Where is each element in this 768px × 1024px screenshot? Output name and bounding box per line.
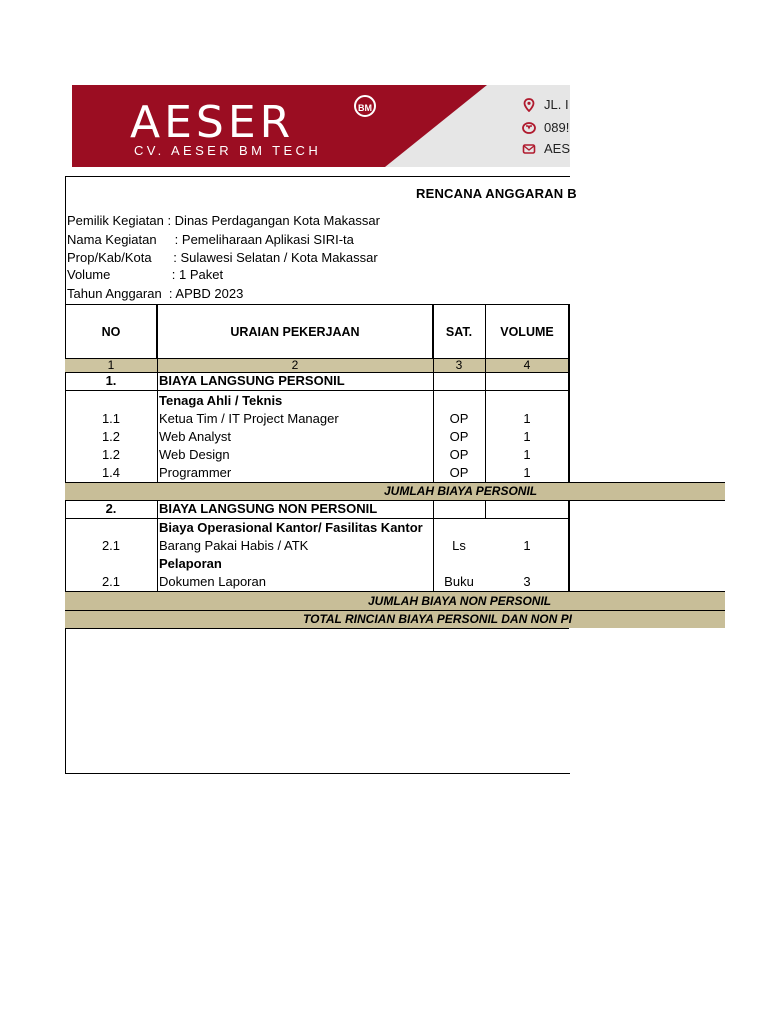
col-header-volume: VOLUME bbox=[500, 324, 554, 339]
grid-line bbox=[568, 304, 570, 482]
grid-line bbox=[65, 500, 725, 501]
grid-line bbox=[65, 390, 569, 391]
section2-total-band: JUMLAH BIAYA NON PERSONIL bbox=[65, 592, 725, 610]
table-row-volume: 1 bbox=[523, 429, 531, 444]
contact-email-text: AES bbox=[544, 141, 570, 156]
info-tahun-anggaran: Tahun Anggaran : APBD 2023 bbox=[67, 286, 244, 301]
col-number-4: 4 bbox=[523, 359, 531, 372]
logo-wordmark: AESER bbox=[130, 97, 295, 148]
section1-total-band: JUMLAH BIAYA PERSONIL bbox=[65, 482, 725, 500]
company-name: CV. AESER BM TECH bbox=[134, 143, 322, 158]
table-row-uraian: Web Design bbox=[159, 447, 230, 462]
grid-line bbox=[65, 628, 569, 629]
table-row-uraian: Web Analyst bbox=[159, 429, 232, 444]
section2-title: BIAYA LANGSUNG NON PERSONIL bbox=[159, 501, 378, 516]
table-row-volume: 1 bbox=[523, 411, 531, 426]
table-row-no: 2.1 bbox=[101, 574, 121, 589]
grid-line bbox=[433, 500, 434, 591]
table-row-sat: Buku bbox=[444, 574, 474, 589]
col-number-1: 1 bbox=[107, 359, 115, 372]
table-row-volume: 1 bbox=[523, 538, 531, 553]
table-row-uraian: Barang Pakai Habis / ATK bbox=[159, 538, 309, 553]
grid-line bbox=[65, 610, 725, 611]
table-row-no: 2.1 bbox=[101, 538, 121, 553]
col-header-no: NO bbox=[101, 324, 121, 339]
grand-total-band: TOTAL RINCIAN BIAYA PERSONIL DAN NON PI bbox=[65, 610, 725, 628]
grid-line bbox=[568, 500, 570, 591]
table-row-volume: 1 bbox=[523, 465, 531, 480]
grid-line bbox=[157, 359, 158, 482]
grid-line bbox=[65, 591, 725, 592]
info-lokasi: Prop/Kab/Kota : Sulawesi Selatan / Kota Makassar bbox=[67, 250, 378, 265]
table-row-sat: Ls bbox=[452, 538, 466, 553]
grid-line bbox=[485, 500, 486, 518]
table-row-sat: OP bbox=[449, 429, 469, 444]
contact-phone-text: 089! bbox=[544, 120, 570, 135]
section2-subtitle-2: Pelaporan bbox=[159, 556, 222, 571]
grid-line bbox=[157, 500, 158, 591]
table-row-sat: OP bbox=[449, 447, 469, 462]
table-row-no: 1.2 bbox=[101, 447, 121, 462]
col-number-3: 3 bbox=[455, 359, 463, 372]
grid-line bbox=[156, 304, 158, 359]
table-row-uraian: Programmer bbox=[159, 465, 232, 480]
info-nama-kegiatan: Nama Kegiatan : Pemeliharaan Aplikasi SIRI-ta bbox=[67, 232, 354, 247]
table-row-uraian: Ketua Tim / IT Project Manager bbox=[159, 411, 339, 426]
contact-address-text: JL. I bbox=[544, 97, 569, 112]
section2-subtitle: Biaya Operasional Kantor/ Fasilitas Kantor bbox=[159, 520, 423, 535]
grid-line bbox=[65, 518, 569, 519]
grid-line bbox=[65, 372, 569, 373]
section1-title: BIAYA LANGSUNG PERSONIL bbox=[159, 373, 345, 388]
document-title: RENCANA ANGGARAN B bbox=[416, 186, 577, 201]
grid-line bbox=[65, 358, 569, 359]
col-header-sat: SAT. bbox=[445, 324, 473, 339]
table-row-volume: 3 bbox=[523, 574, 531, 589]
table-row-uraian: Dokumen Laporan bbox=[159, 574, 266, 589]
grid-line bbox=[65, 304, 569, 305]
section1-no: 1. bbox=[105, 373, 117, 388]
section2-no: 2. bbox=[105, 501, 117, 516]
table-row-no: 1.4 bbox=[101, 465, 121, 480]
table-row-sat: OP bbox=[449, 465, 469, 480]
section1-subtitle: Tenaga Ahli / Teknis bbox=[159, 393, 283, 408]
grid-line bbox=[432, 304, 434, 359]
table-row-sat: OP bbox=[449, 411, 469, 426]
table-row-no: 1.2 bbox=[101, 429, 121, 444]
info-volume: Volume : 1 Paket bbox=[67, 267, 224, 282]
logo-badge: BM bbox=[354, 95, 376, 117]
col-header-uraian: URAIAN PEKERJAAN bbox=[230, 324, 360, 339]
grid-line bbox=[65, 482, 725, 483]
col-number-2: 2 bbox=[291, 359, 299, 372]
info-pemilik: Pemilik Kegiatan : Dinas Perdagangan Kota Makassar bbox=[67, 213, 380, 228]
table-row-no: 1.1 bbox=[101, 411, 121, 426]
table-row-volume: 1 bbox=[523, 447, 531, 462]
grid-line bbox=[485, 304, 486, 482]
grid-line bbox=[433, 359, 434, 482]
